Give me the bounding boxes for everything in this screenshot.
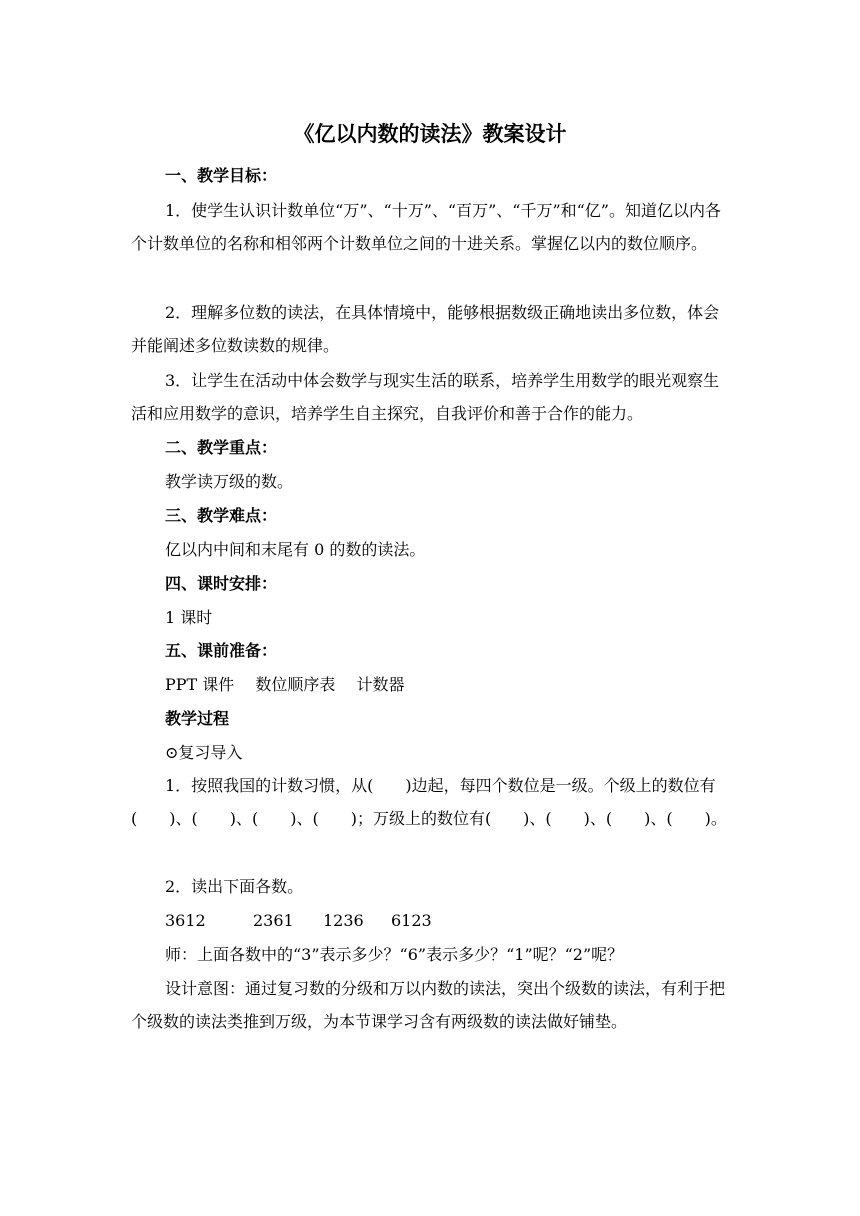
objective-2: 2．理解多位数的读法，在具体情境中，能够根据数级正确地读出多位数，体会并能阐述多位数读数的规律。 xyxy=(131,303,720,355)
question-1: 1．按照我国的计数习惯，从( )边起，每四个数位是一级。个级上的数位有( )、( )、( )、( )；万级上的数位有( )、( )、( )、( )。 xyxy=(131,776,727,828)
section-heading-preparation: 五、课前准备： xyxy=(165,641,278,660)
schedule-text: 1 课时 xyxy=(165,608,213,627)
question-2: 2．读出下面各数。 xyxy=(165,877,304,896)
number-list xyxy=(165,904,432,937)
section-heading-schedule: 四、课时安排： xyxy=(165,574,278,593)
number-item: 1236 xyxy=(323,911,364,930)
section-heading-objectives: 一、教学目标： xyxy=(165,166,278,185)
objective-3: 3．让学生在活动中体会数学与现实生活的联系，培养学生用数学的眼光观察生活和应用数学的意识，培养学生自主探究，自我评价和善于合作的能力。 xyxy=(131,371,720,423)
section-heading-difficulties: 三、教学难点： xyxy=(165,506,278,525)
preparation-text: PPT 课件 数位顺序表 计数器 xyxy=(165,675,405,694)
number-item: 6123 xyxy=(391,911,432,930)
teacher-question: 师：上面各数中的“3”表示多少？“6”表示多少？“1”呢？“2”呢？ xyxy=(165,945,624,964)
key-points-text: 教学读万级的数。 xyxy=(165,472,294,491)
number-item: 2361 xyxy=(253,911,294,930)
number-item: 3612 xyxy=(165,911,206,930)
document-title: 《亿以内数的读法》教案设计 xyxy=(293,122,567,146)
objective-1: 1．使学生认识计数单位“万”、“十万”、“百万”、“千万”和“亿”。知道亿以内各个计数单位的名称和相邻两个计数单位之间的十进关系。掌握亿以内的数位顺序。 xyxy=(131,201,721,253)
section-heading-key-points: 二、教学重点： xyxy=(165,438,278,457)
design-intent: 设计意图：通过复习数的分级和万以内数的读法，突出个级数的读法，有利于把个级数的读法类推到万级，为本节课学习含有两级数的读法做好铺垫。 xyxy=(131,979,726,1031)
difficulties-text: 亿以内中间和末尾有 0 的数的读法。 xyxy=(165,540,426,559)
section-heading-process: 教学过程 xyxy=(165,709,230,728)
review-heading: ⊙复习导入 xyxy=(165,743,243,762)
